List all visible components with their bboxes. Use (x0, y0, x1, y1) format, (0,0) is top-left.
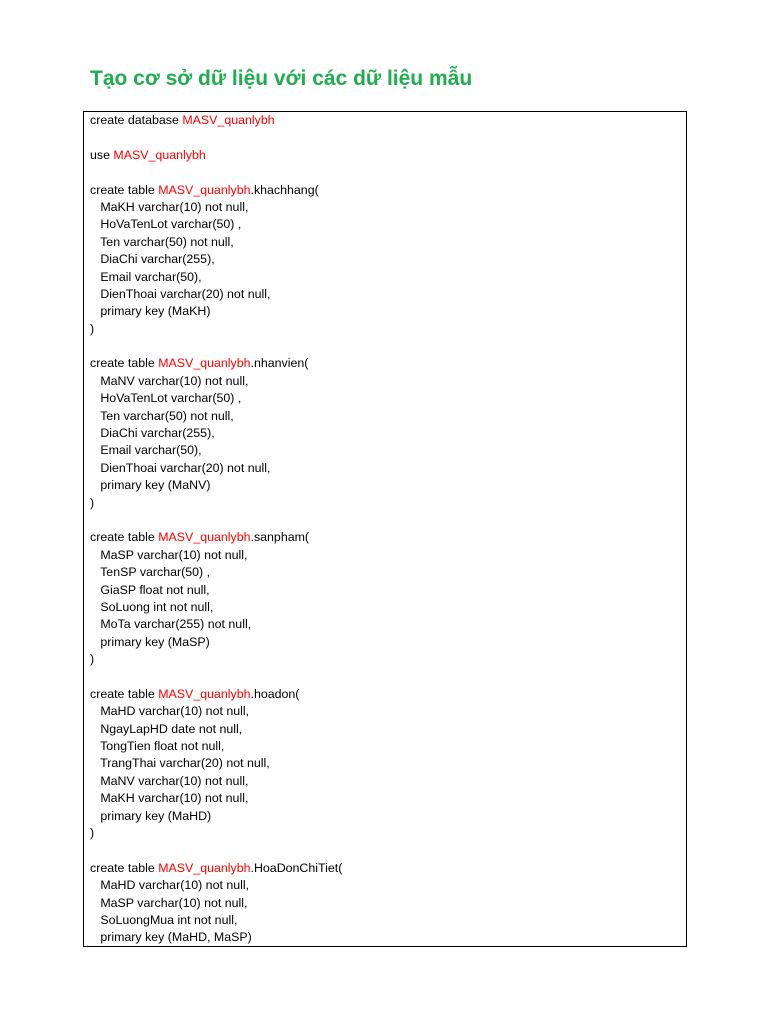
code-line (90, 755, 680, 772)
code-text: Email varchar(50), (90, 443, 202, 458)
code-text: HoVaTenLot varchar(50) , (90, 217, 242, 232)
code-line (90, 825, 680, 842)
code-text: TongTien float not null, (90, 739, 225, 754)
code-text: MaNV varchar(10) not null, (90, 773, 249, 788)
code-text: create table (90, 182, 159, 197)
code-text: MaSP varchar(10) not null, (90, 895, 248, 910)
page-title: Tạo cơ sở dữ liệu với các dữ liệu mẫu (90, 67, 473, 90)
code-text: primary key (MaHD) (90, 808, 212, 823)
code-line (90, 616, 680, 633)
code-line (90, 112, 680, 129)
code-text: ) (90, 321, 95, 336)
code-text: .hoadon( (250, 686, 300, 701)
code-text: create table (90, 860, 159, 875)
code-text: ) (90, 826, 95, 841)
database-name: MASV_quanlybh (158, 860, 251, 875)
database-name: MASV_quanlybh (158, 530, 251, 545)
code-line (90, 703, 680, 720)
code-text: SoLuong int not null, (90, 599, 214, 614)
code-text: MaKH varchar(10) not null, (90, 199, 249, 214)
code-line (90, 408, 680, 425)
code-line (90, 860, 680, 877)
code-text: create table (90, 686, 159, 701)
code-line (90, 773, 680, 790)
code-text: DienThoai varchar(20) not null, (90, 286, 271, 301)
code-text: DiaChi varchar(255), (90, 426, 215, 441)
code-line (90, 599, 680, 616)
code-line (90, 790, 680, 807)
code-line (90, 460, 680, 477)
code-line (90, 895, 680, 912)
code-text: create table (90, 530, 159, 545)
code-line (90, 355, 680, 372)
code-line (90, 182, 680, 199)
code-line (90, 721, 680, 738)
code-line (90, 442, 680, 459)
code-text: Ten varchar(50) not null, (90, 408, 234, 423)
code-text: TenSP varchar(50) , (90, 565, 211, 580)
code-text: NgayLapHD date not null, (90, 721, 243, 736)
database-name: MASV_quanlybh (158, 686, 251, 701)
code-text: MaSP varchar(10) not null, (90, 547, 248, 562)
code-line (90, 529, 680, 546)
code-line (90, 234, 680, 251)
code-text: create database (90, 113, 183, 127)
blank-line (90, 164, 680, 181)
code-line (90, 425, 680, 442)
code-line (90, 147, 680, 164)
code-line (90, 373, 680, 390)
code-text: primary key (MaSP) (90, 634, 210, 649)
code-line (90, 877, 680, 894)
code-text: primary key (MaHD, MaSP) (90, 930, 252, 945)
database-name: MASV_quanlybh (113, 147, 206, 162)
code-text: DienThoai varchar(20) not null, (90, 460, 271, 475)
code-text: MaNV varchar(10) not null, (90, 373, 249, 388)
code-line (90, 582, 680, 599)
code-text: ) (90, 652, 95, 667)
blank-line (90, 512, 680, 529)
code-text: primary key (MaNV) (90, 478, 211, 493)
code-text: GiaSP float not null, (90, 582, 210, 597)
code-text: .HoaDonChiTiet( (250, 860, 343, 875)
code-line (90, 634, 680, 651)
code-line (90, 269, 680, 286)
blank-line (90, 129, 680, 146)
code-text: TrangThai varchar(20) not null, (90, 756, 270, 771)
code-text: MaKH varchar(10) not null, (90, 791, 249, 806)
code-line (90, 564, 680, 581)
code-text: use (90, 147, 114, 162)
code-text: Email varchar(50), (90, 269, 202, 284)
code-line (90, 547, 680, 564)
code-text: .nhanvien( (250, 356, 309, 371)
code-line (90, 495, 680, 512)
code-line (90, 286, 680, 303)
code-line (90, 686, 680, 703)
code-text: ) (90, 495, 95, 510)
code-text: DiaChi varchar(255), (90, 252, 215, 267)
code-line (90, 912, 680, 929)
code-line (90, 216, 680, 233)
code-text: .khachhang( (250, 182, 319, 197)
code-text: Ten varchar(50) not null, (90, 234, 234, 249)
database-name: MASV_quanlybh (158, 356, 251, 371)
blank-line (90, 669, 680, 686)
code-line (90, 321, 680, 338)
database-name: MASV_quanlybh (182, 113, 275, 127)
code-line (90, 303, 680, 320)
sql-code-block (83, 111, 687, 947)
code-text: HoVaTenLot varchar(50) , (90, 391, 242, 406)
code-line (90, 929, 680, 946)
code-text: primary key (MaKH) (90, 304, 211, 319)
blank-line (90, 842, 680, 859)
database-name: MASV_quanlybh (158, 182, 251, 197)
code-line (90, 738, 680, 755)
code-text: MaHD varchar(10) not null, (90, 704, 250, 719)
code-text: create table (90, 356, 159, 371)
code-line (90, 390, 680, 407)
code-line (90, 251, 680, 268)
code-line (90, 477, 680, 494)
code-line (90, 808, 680, 825)
code-line (90, 651, 680, 668)
code-line (90, 199, 680, 216)
code-text: MoTa varchar(255) not null, (90, 617, 252, 632)
code-text: .sanpham( (250, 530, 310, 545)
blank-line (90, 338, 680, 355)
code-text: SoLuongMua int not null, (90, 912, 238, 927)
code-text: MaHD varchar(10) not null, (90, 878, 250, 893)
